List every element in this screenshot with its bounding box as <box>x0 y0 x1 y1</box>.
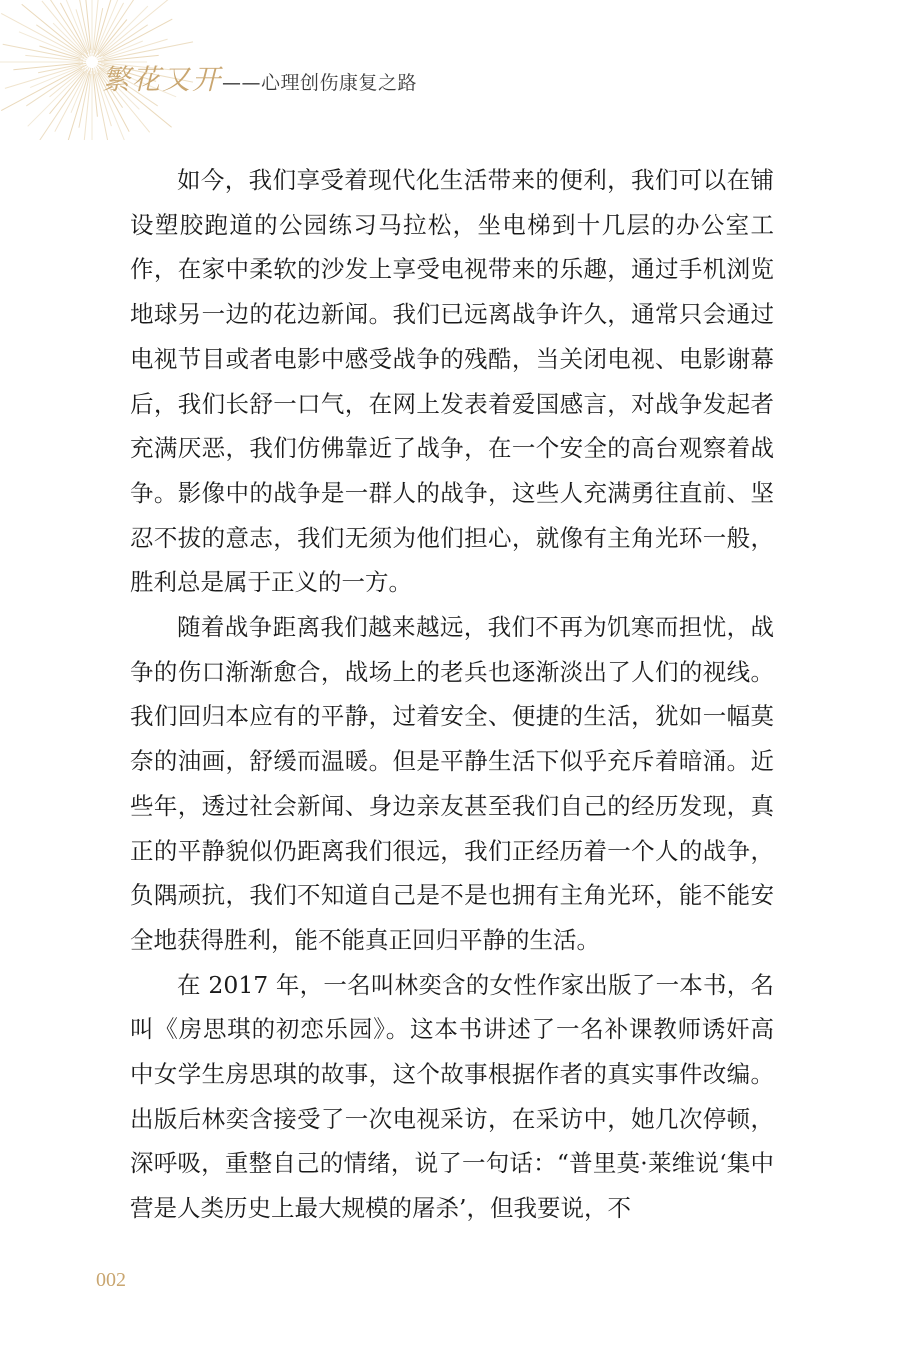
book-subtitle: ——心理创伤康复之路 <box>222 72 418 94</box>
paragraph-3: 在 2017 年，一名叫林奕含的女性作家出版了一本书，名叫《房思琪的初恋乐园》。这本书讲述了一名补课教师诱奸高中女学生房思琪的故事，这个故事根据作者的真实事件改编。出版后林奕含接受了一次电视采访，在采访中，她几次停顿，深呼吸，重整自己的情绪，说了一句话：“普里莫·莱维说‘集中营是人类历史上最大规模的屠杀’，但我要说，不 <box>130 970 774 1223</box>
running-header <box>102 58 417 98</box>
book-title: 繁花又开 <box>102 63 223 96</box>
paragraph-2: 随着战争距离我们越来越远，我们不再为饥寒而担忧，战争的伤口渐渐愈合，战场上的老兵也逐渐淡出了人们的视线。我们回归本应有的平静，过着安全、便捷的生活，犹如一幅莫奈的油画，舒缓而温暖。但是平静生活下似乎充斥着暗涌。近些年，透过社会新闻、身边亲友甚至我们自己的经历发现，真正的平静貌似仍距离我们很远，我们正经历着一个人的战争，负隅顽抗，我们不知道自己是不是也拥有主角光环，能不能安全地获得胜利，能不能真正回归平静的生活。 <box>130 613 774 954</box>
paragraph-1: 如今，我们享受着现代化生活带来的便利，我们可以在铺设塑胶跑道的公园练习马拉松，坐电梯到十几层的办公室工作，在家中柔软的沙发上享受电视带来的乐趣，通过手机浏览地球另一边的花边新闻。我们已远离战争许久，通常只会通过电视节目或者电影中感受战争的残酷，当关闭电视、电影谢幕后，我们长舒一口气，在网上发表着爱国感言，对战争发起者充满厌恶，我们仿佛靠近了战争，在一个安全的高台观察着战争。影像中的战争是一群人的战争，这些人充满勇往直前、坚忍不拔的意志，我们无须为他们担心，就像有主角光环一般，胜利总是属于正义的一方。 <box>130 166 774 597</box>
page-number: 002 <box>96 1269 126 1291</box>
body-text <box>130 158 774 1231</box>
